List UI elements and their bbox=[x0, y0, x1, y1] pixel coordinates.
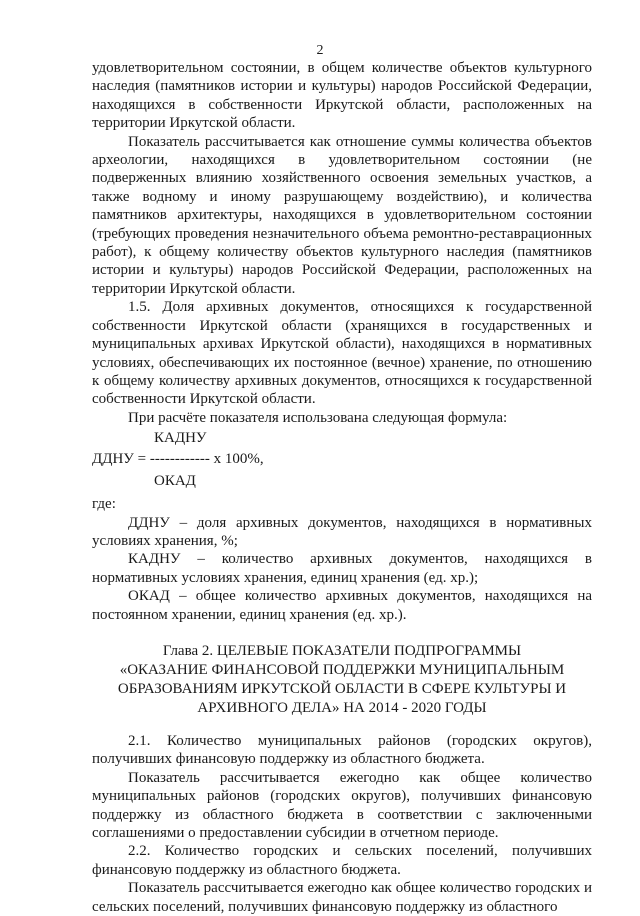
formula bbox=[92, 429, 592, 493]
formula-denominator: ОКАД bbox=[154, 473, 196, 490]
chapter-title-line: ОБРАЗОВАНИЯМ ИРКУТСКОЙ ОБЛАСТИ В СФЕРЕ КУЛЬТУРЫ И bbox=[117, 680, 567, 697]
formula-expression: ДДНУ = ------------ х 100%, bbox=[92, 451, 264, 468]
paragraph-indicator-1-5: 1.5. Доля архивных документов, относящихся к государственной собственности Иркутской области (хранящихся в государственных и муниципальных архивах Иркутской области), находящихся в нормативных условиях, обеспечивающих их постоянное (вечное) хранение, по отношению к общему количеству архивных документов, относящихся к государственной собственности Иркутской области. bbox=[92, 299, 592, 408]
paragraph-indicator-2-2-method: Показатель рассчитывается ежегодно как общее количество городских и сельских поселений, получивших финансовую поддержку из областного bbox=[92, 880, 592, 915]
paragraph-indicator-2-1: 2.1. Количество муниципальных районов (городских округов), получивших финансовую поддержку из областного бюджета. bbox=[92, 732, 592, 768]
chapter-title-line: Глава 2. ЦЕЛЕВЫЕ ПОКАЗАТЕЛИ ПОДПРОГРАММЫ bbox=[162, 642, 522, 659]
paragraph-calculation-method: Показатель рассчитывается как отношение суммы количества объектов археологии, находящихся в удовлетворительном состоянии (не подверженных влиянию хозяйственного освоения земельных участков, а также водному и иному разрушающему воздействию), и количества памятников архитектуры, находящихся в удовлетворительном состоянии (требующих проведения незначительного объема ремонтно-реставрационных работ), к общему количеству объектов культурного наследия (памятников истории и культуры) народов Российской Федерации, расположенных на территории Иркутской области. bbox=[92, 133, 592, 297]
paragraph-continuation: удовлетворительном состоянии, в общем количестве объектов культурного наследия (памятников истории и культуры) народов Российской Федерации, находящихся в собственности Иркутской области, расположенных на территории Иркутской области. bbox=[92, 60, 592, 132]
chapter-title-line: «ОКАЗАНИЕ ФИНАНСОВОЙ ПОДДЕРЖКИ МУНИЦИПАЛЬНЫМ bbox=[119, 661, 565, 678]
chapter-title bbox=[92, 642, 592, 718]
formula-numerator: КАДНУ bbox=[154, 430, 207, 447]
where-label: где: bbox=[92, 496, 116, 513]
chapter-title-line: АРХИВНОГО ДЕЛА» НА 2014 - 2020 ГОДЫ bbox=[197, 699, 487, 716]
paragraph-indicator-2-1-method: Показатель рассчитывается ежегодно как общее количество муниципальных районов (городских округов), получивших финансовую поддержку из областного бюджета в соответствии с заключенными соглашениями о предоставлении субсидии в отчетном периоде. bbox=[92, 769, 592, 841]
paragraph-formula-intro: При расчёте показателя использована следующая формула: bbox=[128, 409, 508, 426]
definition-okad: ОКАД – общее количество архивных документов, находящихся на постоянном хранении, единиц хранения (ед. хр.). bbox=[92, 588, 592, 623]
page-number: 2 bbox=[316, 43, 324, 58]
definition-kadnu: КАДНУ – количество архивных документов, находящихся в нормативных условиях хранения, единиц хранения (ед. хр.); bbox=[92, 551, 592, 586]
definition-ddnu: ДДНУ – доля архивных документов, находящихся в нормативных условиях хранения, %; bbox=[92, 514, 592, 549]
document-body bbox=[92, 59, 592, 916]
paragraph-indicator-2-2: 2.2. Количество городских и сельских поселений, получивших финансовую поддержку из областного бюджета. bbox=[92, 843, 592, 878]
